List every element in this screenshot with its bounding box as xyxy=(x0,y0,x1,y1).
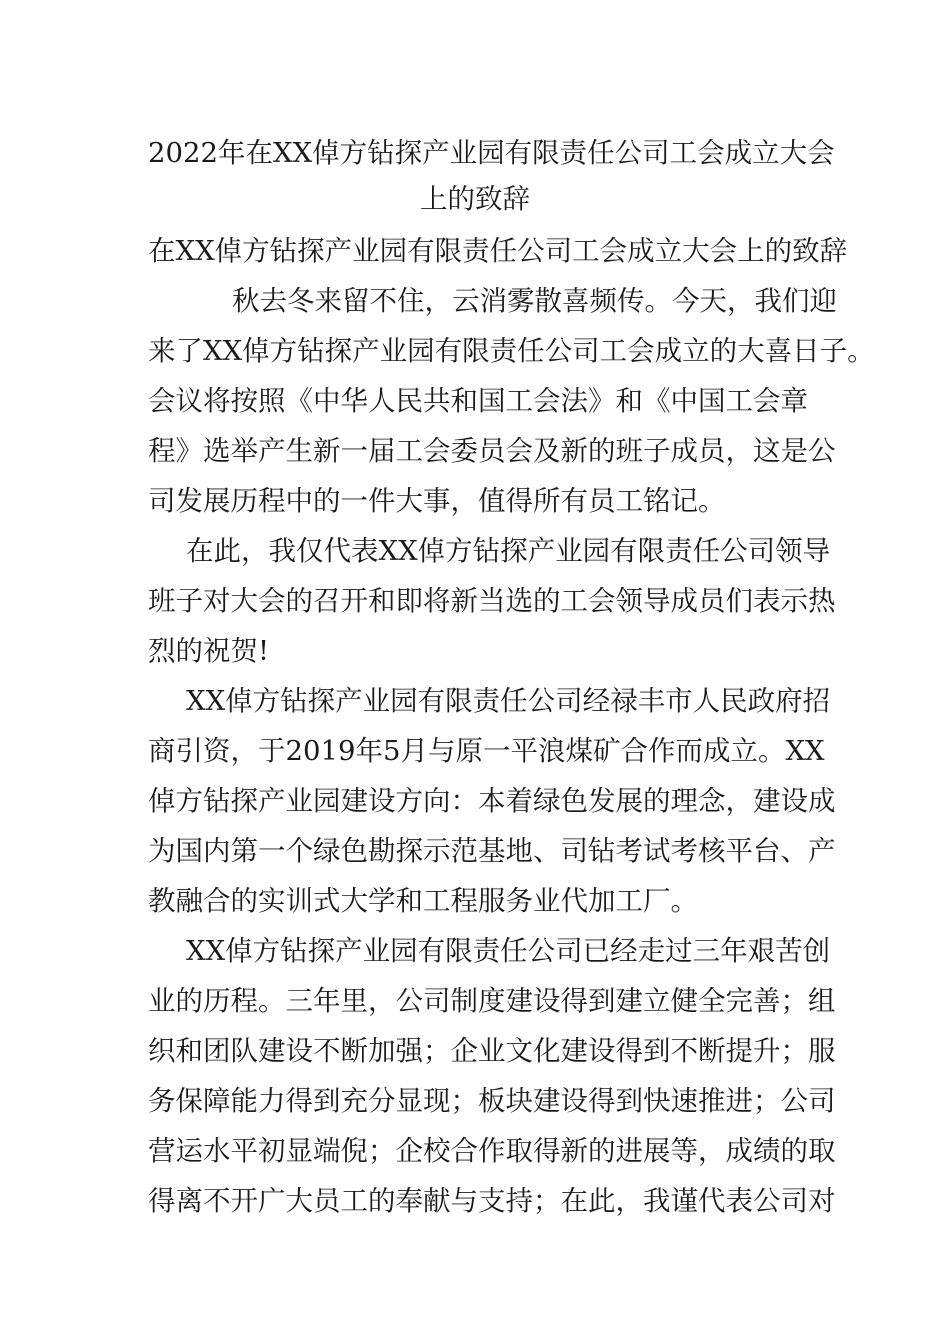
paragraph-3-line-3: 倬方钻探产业园建设方向：本着绿色发展的理念，建设成 xyxy=(148,785,836,817)
title-line-1: 2022年在XX倬方钻探产业园有限责任公司工会成立大会 xyxy=(148,137,835,169)
paragraph-2-line-3: 烈的祝贺! xyxy=(148,635,270,667)
paragraph-2-line-2: 班子对大会的召开和即将新当选的工会领导成员们表示热 xyxy=(148,585,836,617)
paragraph-3-line-1: XX倬方钻探产业园有限责任公司经禄丰市人民政府招 xyxy=(186,685,831,717)
paragraph-4-line-6: 得离不开广大员工的奉献与支持；在此，我谨代表公司对 xyxy=(148,1185,836,1217)
paragraph-4-line-2: 业的历程。三年里，公司制度建设得到建立健全完善；组 xyxy=(148,985,836,1017)
paragraph-3-line-5: 教融合的实训式大学和工程服务业代加工厂。 xyxy=(148,885,698,917)
title-line-2: 上的致辞 xyxy=(420,183,530,215)
paragraph-3-line-2: 商引资，于2019年5月与原一平浪煤矿合作而成立。XX xyxy=(148,735,825,767)
paragraph-2-line-1: 在此，我仅代表XX倬方钻探产业园有限责任公司领导 xyxy=(186,535,831,567)
paragraph-1-line-3: 会议将按照《中华人民共和国工会法》和《中国工会章 xyxy=(148,385,808,417)
subtitle: 在XX倬方钻探产业园有限责任公司工会成立大会上的致辞 xyxy=(148,235,848,267)
paragraph-4-line-3: 织和团队建设不断加强；企业文化建设得到不断提升；服 xyxy=(148,1035,836,1067)
paragraph-4-line-5: 营运水平初显端倪；企校合作取得新的进展等，成绩的取 xyxy=(148,1135,836,1167)
paragraph-1-line-5: 司发展历程中的一件大事，值得所有员工铭记。 xyxy=(148,485,726,517)
paragraph-1-line-2: 来了XX倬方钻探产业园有限责任公司工会成立的大喜日子。 xyxy=(148,335,875,367)
paragraph-4-line-1: XX倬方钻探产业园有限责任公司已经走过三年艰苦创 xyxy=(186,935,831,967)
paragraph-1-line-4: 程》选举产生新一届工会委员会及新的班子成员，这是公 xyxy=(148,435,836,467)
paragraph-3-line-4: 为国内第一个绿色勘探示范基地、司钻考试考核平台、产 xyxy=(148,835,836,867)
paragraph-4-line-4: 务保障能力得到充分显现；板块建设得到快速推进；公司 xyxy=(148,1085,836,1117)
paragraph-1-line-1: 秋去冬来留不住，云消雾散喜频传。今天，我们迎 xyxy=(232,285,837,317)
